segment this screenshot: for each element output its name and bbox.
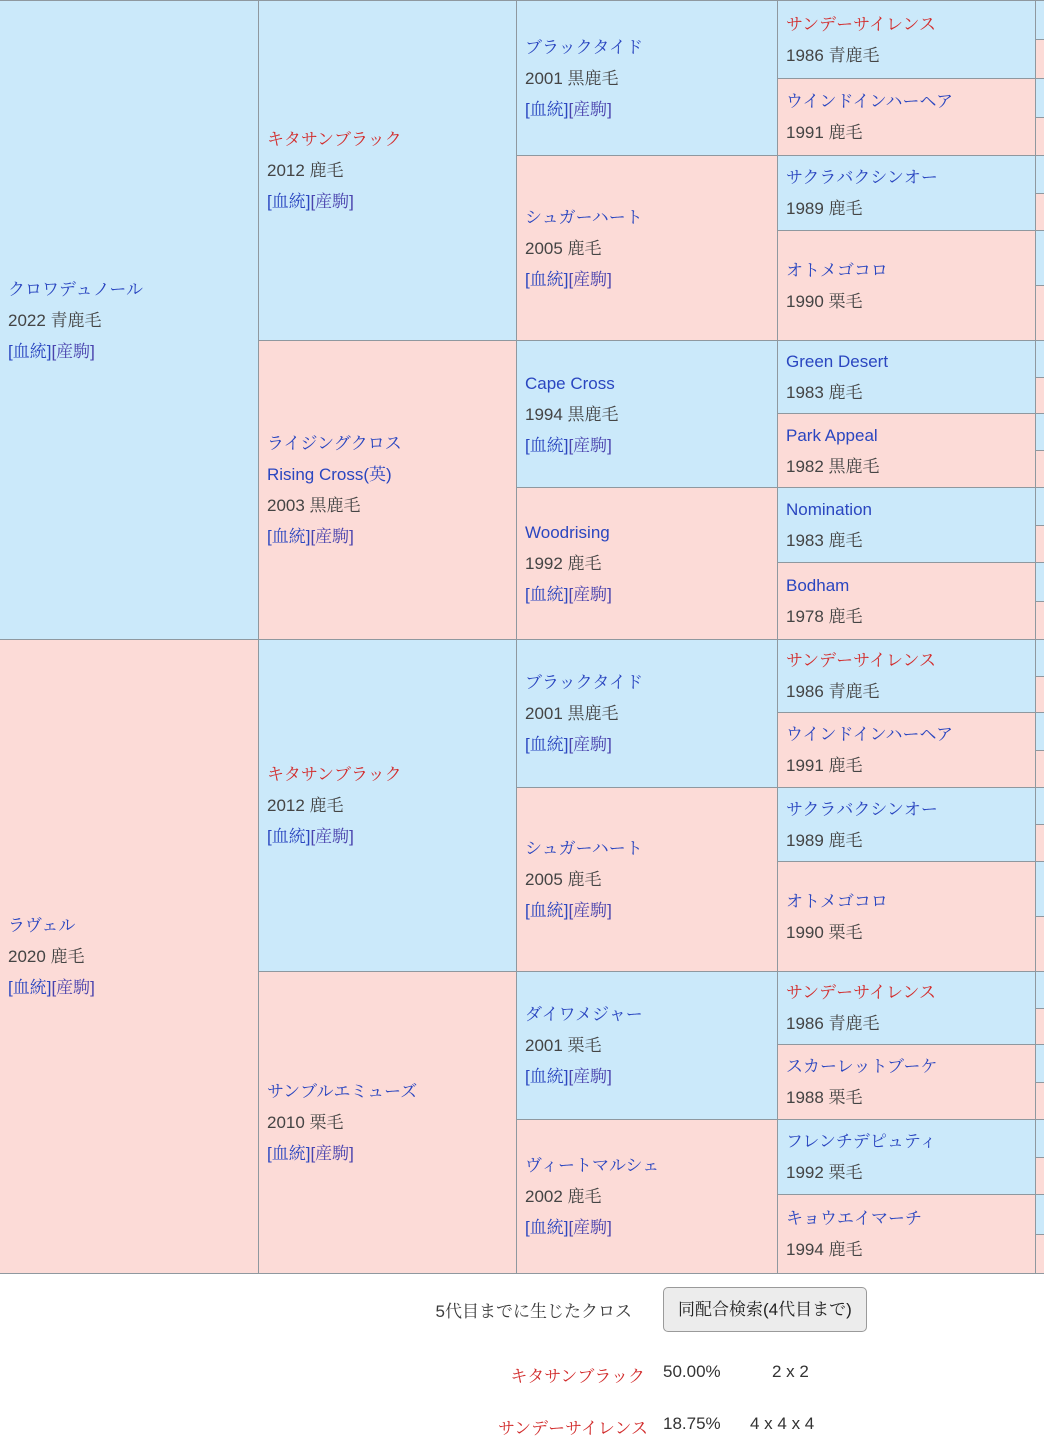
gen5-cell <box>1036 1195 1044 1235</box>
gen5-cell <box>1036 677 1044 713</box>
horse-links <box>525 94 777 125</box>
horse-links <box>267 521 516 552</box>
horse-links <box>267 186 516 217</box>
offspring-link[interactable]: [産駒] <box>310 527 354 546</box>
gen5-cell <box>1036 118 1044 156</box>
gen5-cell <box>1036 602 1044 640</box>
gen5-cell <box>1036 972 1044 1009</box>
horse-name-link[interactable]: Cape Cross <box>525 373 615 393</box>
horse-info: 2003 黒鹿毛 <box>267 496 361 515</box>
horse-info: 2010 栗毛 <box>267 1113 344 1132</box>
horse-info: 1990 栗毛 <box>786 922 863 942</box>
horse-name-link[interactable]: サンブルエミューズ <box>267 1082 418 1101</box>
cell-gen1-0 <box>0 1 259 640</box>
horse-links <box>525 729 777 760</box>
gen5-cell <box>1036 286 1044 341</box>
horse-name-link[interactable]: キタサンブラック <box>267 765 402 784</box>
horse-name-link[interactable]: スカーレットブーケ <box>786 1057 938 1076</box>
same-mating-search-button[interactable]: 同配合検索(4代目まで) <box>663 1287 867 1332</box>
horse-links <box>8 972 258 1003</box>
blood-link[interactable]: [血統] <box>525 435 569 455</box>
horse-name-link[interactable]: オトメゴコロ <box>786 260 888 280</box>
horse-info: 2001 黒鹿毛 <box>525 704 619 723</box>
horse-name-link[interactable]: サンデーサイレンス <box>786 651 937 670</box>
horse-name-link[interactable]: キタサンブラック <box>267 130 402 149</box>
horse-info: 1983 鹿毛 <box>786 383 863 402</box>
cell-gen3-5 <box>517 788 778 972</box>
offspring-link[interactable]: [産駒] <box>568 435 612 455</box>
gen5-cell <box>1036 751 1044 788</box>
gen5-cell <box>1036 713 1044 751</box>
horse-name-link[interactable]: ラヴェル <box>8 916 76 935</box>
cross-pattern: 2 x 2 <box>772 1362 809 1381</box>
cell-gen1-1 <box>0 640 259 1274</box>
horse-info: 2020 鹿毛 <box>8 947 85 966</box>
gen5-cell <box>1036 1009 1044 1045</box>
horse-info: 1986 青鹿毛 <box>786 1014 880 1033</box>
cell-gen4-7 <box>778 563 1036 640</box>
offspring-link[interactable]: [産駒] <box>568 1067 612 1086</box>
blood-link[interactable]: [血統] <box>525 269 569 289</box>
horse-links <box>525 1212 777 1243</box>
gen5-cell <box>1036 79 1044 118</box>
cell-gen4-5 <box>778 414 1036 488</box>
offspring-link[interactable]: [産駒] <box>568 735 612 754</box>
gen5-cell <box>1036 640 1044 677</box>
horse-info: 1986 青鹿毛 <box>786 682 880 701</box>
gen5-cell <box>1036 1235 1044 1274</box>
blood-link[interactable]: [血統] <box>525 1067 569 1086</box>
horse-info: 1994 黒鹿毛 <box>525 404 619 424</box>
blood-link[interactable]: [血統] <box>8 978 52 997</box>
horse-info: 1990 栗毛 <box>786 291 863 311</box>
gen5-cell <box>1036 414 1044 451</box>
gen5-cell <box>1036 862 1044 917</box>
horse-info: 1983 鹿毛 <box>786 531 863 550</box>
cell-gen2-2 <box>259 640 517 972</box>
gen5-cell <box>1036 1083 1044 1120</box>
horse-info: 2002 鹿毛 <box>525 1187 602 1206</box>
offspring-link[interactable]: [産駒] <box>51 341 95 361</box>
horse-name-link[interactable]: シュガーハート <box>525 839 643 858</box>
gen5-cell <box>1036 1120 1044 1158</box>
cross-percent: 50.00% <box>663 1362 721 1381</box>
cell-gen4-12 <box>778 972 1036 1045</box>
gen5-cell <box>1036 917 1044 972</box>
blood-link[interactable]: [血統] <box>267 827 311 846</box>
blood-link[interactable]: [血統] <box>525 901 569 920</box>
cross-percent: 18.75% <box>663 1414 721 1433</box>
gen5-cell <box>1036 825 1044 862</box>
gen5-cell <box>1036 563 1044 602</box>
horse-name-link[interactable]: キョウエイマーチ <box>786 1209 922 1228</box>
horse-name-link[interactable]: オトメゴコロ <box>786 891 888 911</box>
offspring-link[interactable]: [産駒] <box>51 978 95 997</box>
cell-gen4-10 <box>778 788 1036 862</box>
cell-gen4-3 <box>778 231 1036 341</box>
offspring-link[interactable]: [産駒] <box>310 1144 354 1163</box>
cell-gen3-6 <box>517 972 778 1120</box>
cell-gen4-9 <box>778 713 1036 788</box>
horse-links <box>267 1138 516 1169</box>
horse-info: 1991 鹿毛 <box>786 756 863 775</box>
cell-gen4-13 <box>778 1045 1036 1120</box>
cell-gen3-0 <box>517 1 778 156</box>
horse-name-link[interactable]: クロワデュノール <box>8 279 143 299</box>
horse-info: 2012 鹿毛 <box>267 796 344 815</box>
horse-info: 1992 鹿毛 <box>525 554 602 573</box>
offspring-link[interactable]: [産駒] <box>568 585 612 604</box>
cell-gen2-1 <box>259 341 517 640</box>
cell-gen4-6 <box>778 488 1036 563</box>
horse-name-link[interactable]: シュガーハート <box>525 207 643 227</box>
horse-info: 1982 黒鹿毛 <box>786 456 880 476</box>
horse-links <box>525 1061 777 1092</box>
cross-horse-name[interactable]: サンデーサイレンス <box>497 1419 648 1438</box>
horse-name-link[interactable]: Bodham <box>786 576 850 595</box>
gen5-cell <box>1036 1 1044 40</box>
gen5-cell <box>1036 788 1044 825</box>
cell-gen4-2 <box>778 156 1036 231</box>
horse-name-link[interactable]: サンデーサイレンス <box>786 983 937 1002</box>
horse-name-link[interactable]: ブラックタイド <box>525 37 643 57</box>
horse-info: 1994 鹿毛 <box>786 1240 863 1259</box>
gen5-cell <box>1036 231 1044 286</box>
horse-name-link[interactable]: Green Desert <box>786 352 889 371</box>
cell-gen4-4 <box>778 341 1036 414</box>
horse-links <box>525 430 777 461</box>
blood-link[interactable]: [血統] <box>525 99 569 119</box>
horse-name-link[interactable]: Nomination <box>786 500 872 519</box>
horse-info: 1992 栗毛 <box>786 1163 863 1182</box>
horse-info: 2005 鹿毛 <box>525 238 602 258</box>
horse-info: 2001 黒鹿毛 <box>525 68 619 88</box>
horse-name-link[interactable]: ヴィートマルシェ <box>525 1156 660 1175</box>
cross-horse-name[interactable]: キタサンブラック <box>510 1367 645 1386</box>
gen5-cell <box>1036 488 1044 526</box>
offspring-link[interactable]: [産駒] <box>310 192 354 211</box>
blood-link[interactable]: [血統] <box>525 585 569 604</box>
horse-info: 1978 鹿毛 <box>786 607 863 626</box>
offspring-link[interactable]: [産駒] <box>568 1218 612 1237</box>
cell-gen4-8 <box>778 640 1036 713</box>
horse-name-link[interactable]: フレンチデピュティ <box>786 1132 937 1151</box>
blood-link[interactable]: [血統] <box>267 192 311 211</box>
gen5-cell <box>1036 156 1044 194</box>
horse-name-link[interactable]: ライジングクロス <box>267 434 402 453</box>
gen5-cell <box>1036 451 1044 488</box>
cell-gen3-7 <box>517 1120 778 1274</box>
cell-gen2-3 <box>259 972 517 1274</box>
horse-name-link[interactable]: サクラバクシンオー <box>786 799 938 819</box>
horse-name-link[interactable]: ウインドインハーヘア <box>786 725 953 744</box>
horse-info: 2001 栗毛 <box>525 1036 602 1055</box>
horse-info: 2005 鹿毛 <box>525 870 602 889</box>
offspring-link[interactable]: [産駒] <box>310 827 354 846</box>
gen5-cell <box>1036 378 1044 414</box>
blood-link[interactable]: [血統] <box>8 341 52 361</box>
gen5-cell <box>1036 341 1044 378</box>
gen5-cell <box>1036 1045 1044 1083</box>
horse-info: 1988 栗毛 <box>786 1088 863 1107</box>
cell-gen4-0 <box>778 1 1036 79</box>
horse-info: 2012 鹿毛 <box>267 161 344 180</box>
offspring-link[interactable]: [産駒] <box>568 99 612 119</box>
cell-gen4-1 <box>778 79 1036 156</box>
blood-link[interactable]: [血統] <box>525 735 569 754</box>
blood-link[interactable]: [血統] <box>525 1218 569 1237</box>
horse-links <box>8 336 258 367</box>
gen5-cell <box>1036 526 1044 563</box>
horse-info: 1989 鹿毛 <box>786 830 863 850</box>
cross-pattern: 4 x 4 x 4 <box>750 1414 815 1433</box>
horse-info: 1991 鹿毛 <box>786 123 863 142</box>
cell-gen4-14 <box>778 1120 1036 1195</box>
cross-section-label: 5代目までに生じたクロス <box>435 1302 632 1321</box>
horse-info: 1986 青鹿毛 <box>786 45 880 65</box>
horse-name-link[interactable]: サンデーサイレンス <box>786 14 937 34</box>
horse-name-link[interactable]: ダイワメジャー <box>525 1005 643 1024</box>
horse-links <box>525 579 777 610</box>
cell-gen3-2 <box>517 341 778 488</box>
horse-name-en-link[interactable]: Rising Cross(英) <box>267 465 392 484</box>
horse-name-link[interactable]: サクラバクシンオー <box>786 168 938 187</box>
gen5-cell <box>1036 40 1044 79</box>
horse-name-link[interactable]: Park Appeal <box>786 425 878 445</box>
gen5-cell <box>1036 1158 1044 1195</box>
horse-name-link[interactable]: ウインドインハーヘア <box>786 92 953 111</box>
gen5-cell <box>1036 194 1044 231</box>
cell-gen4-15 <box>778 1195 1036 1274</box>
horse-links <box>525 895 777 926</box>
offspring-link[interactable]: [産駒] <box>568 269 612 289</box>
horse-links <box>525 264 777 295</box>
cell-gen3-4 <box>517 640 778 788</box>
cell-gen3-3 <box>517 488 778 640</box>
offspring-link[interactable]: [産駒] <box>568 901 612 920</box>
blood-link[interactable]: [血統] <box>267 1144 311 1163</box>
horse-info: 1989 鹿毛 <box>786 199 863 218</box>
horse-name-link[interactable]: ブラックタイド <box>525 673 643 692</box>
cell-gen4-11 <box>778 862 1036 972</box>
horse-name-link[interactable]: Woodrising <box>525 523 610 542</box>
horse-links <box>267 821 516 852</box>
cell-gen2-0 <box>259 1 517 341</box>
blood-link[interactable]: [血統] <box>267 527 311 546</box>
horse-info: 2022 青鹿毛 <box>8 310 102 330</box>
cell-gen3-1 <box>517 156 778 341</box>
